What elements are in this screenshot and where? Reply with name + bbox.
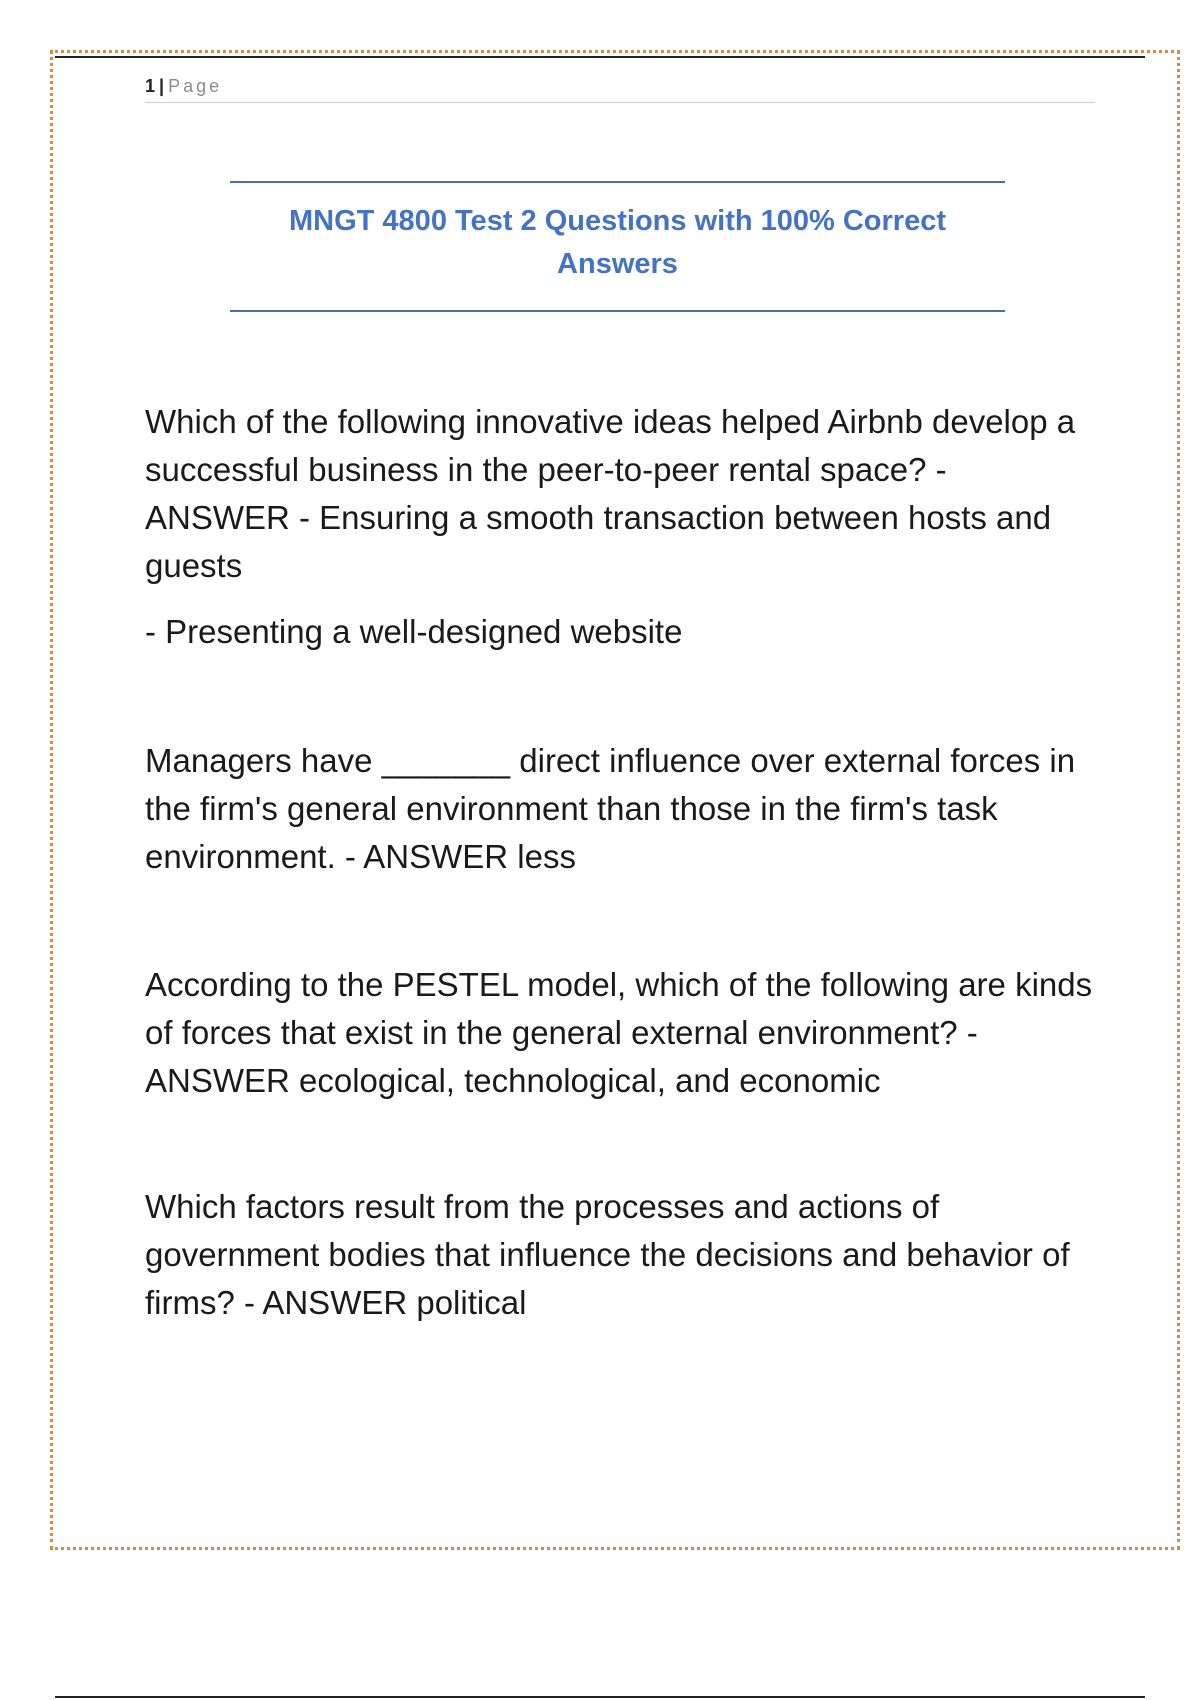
- page-number: 1: [145, 76, 156, 96]
- question-text: Which factors result from the processes and actions of government bodies that influence the decisions and behavior of firms? - ANSWER political: [145, 1188, 1070, 1321]
- question-block-3: [145, 961, 1095, 1105]
- page-header: [145, 74, 1095, 103]
- document-title: MNGT 4800 Test 2 Questions with 100% Correct Answers: [289, 205, 946, 280]
- question-text: According to the PESTEL model, which of the following are kinds of forces that exist in the general external environment? - ANSWER ecological, technological, and economic: [145, 966, 1093, 1099]
- question-block-1-extra: [145, 608, 1095, 656]
- title-rule-top: [230, 181, 1005, 183]
- question-extra-text: - Presenting a well-designed website: [145, 613, 683, 650]
- question-block-4: [145, 1183, 1095, 1327]
- title-rule-bottom: [230, 310, 1005, 312]
- top-rule: [55, 56, 1145, 58]
- question-text: Which of the following innovative ideas helped Airbnb develop a successful business in the peer-to-peer rental space? - ANSWER - Ensuring a smooth transaction between hosts and guests: [145, 403, 1076, 584]
- page-separator: |: [159, 76, 165, 96]
- question-block-2: [145, 737, 1095, 881]
- question-block-1: [145, 398, 1095, 590]
- question-text: Managers have _______ direct influence over external forces in the firm's general environment than those in the firm's task environment. - ANSWER less: [145, 742, 1076, 875]
- bottom-rule: [55, 1696, 1145, 1698]
- page-label: Page: [168, 76, 223, 96]
